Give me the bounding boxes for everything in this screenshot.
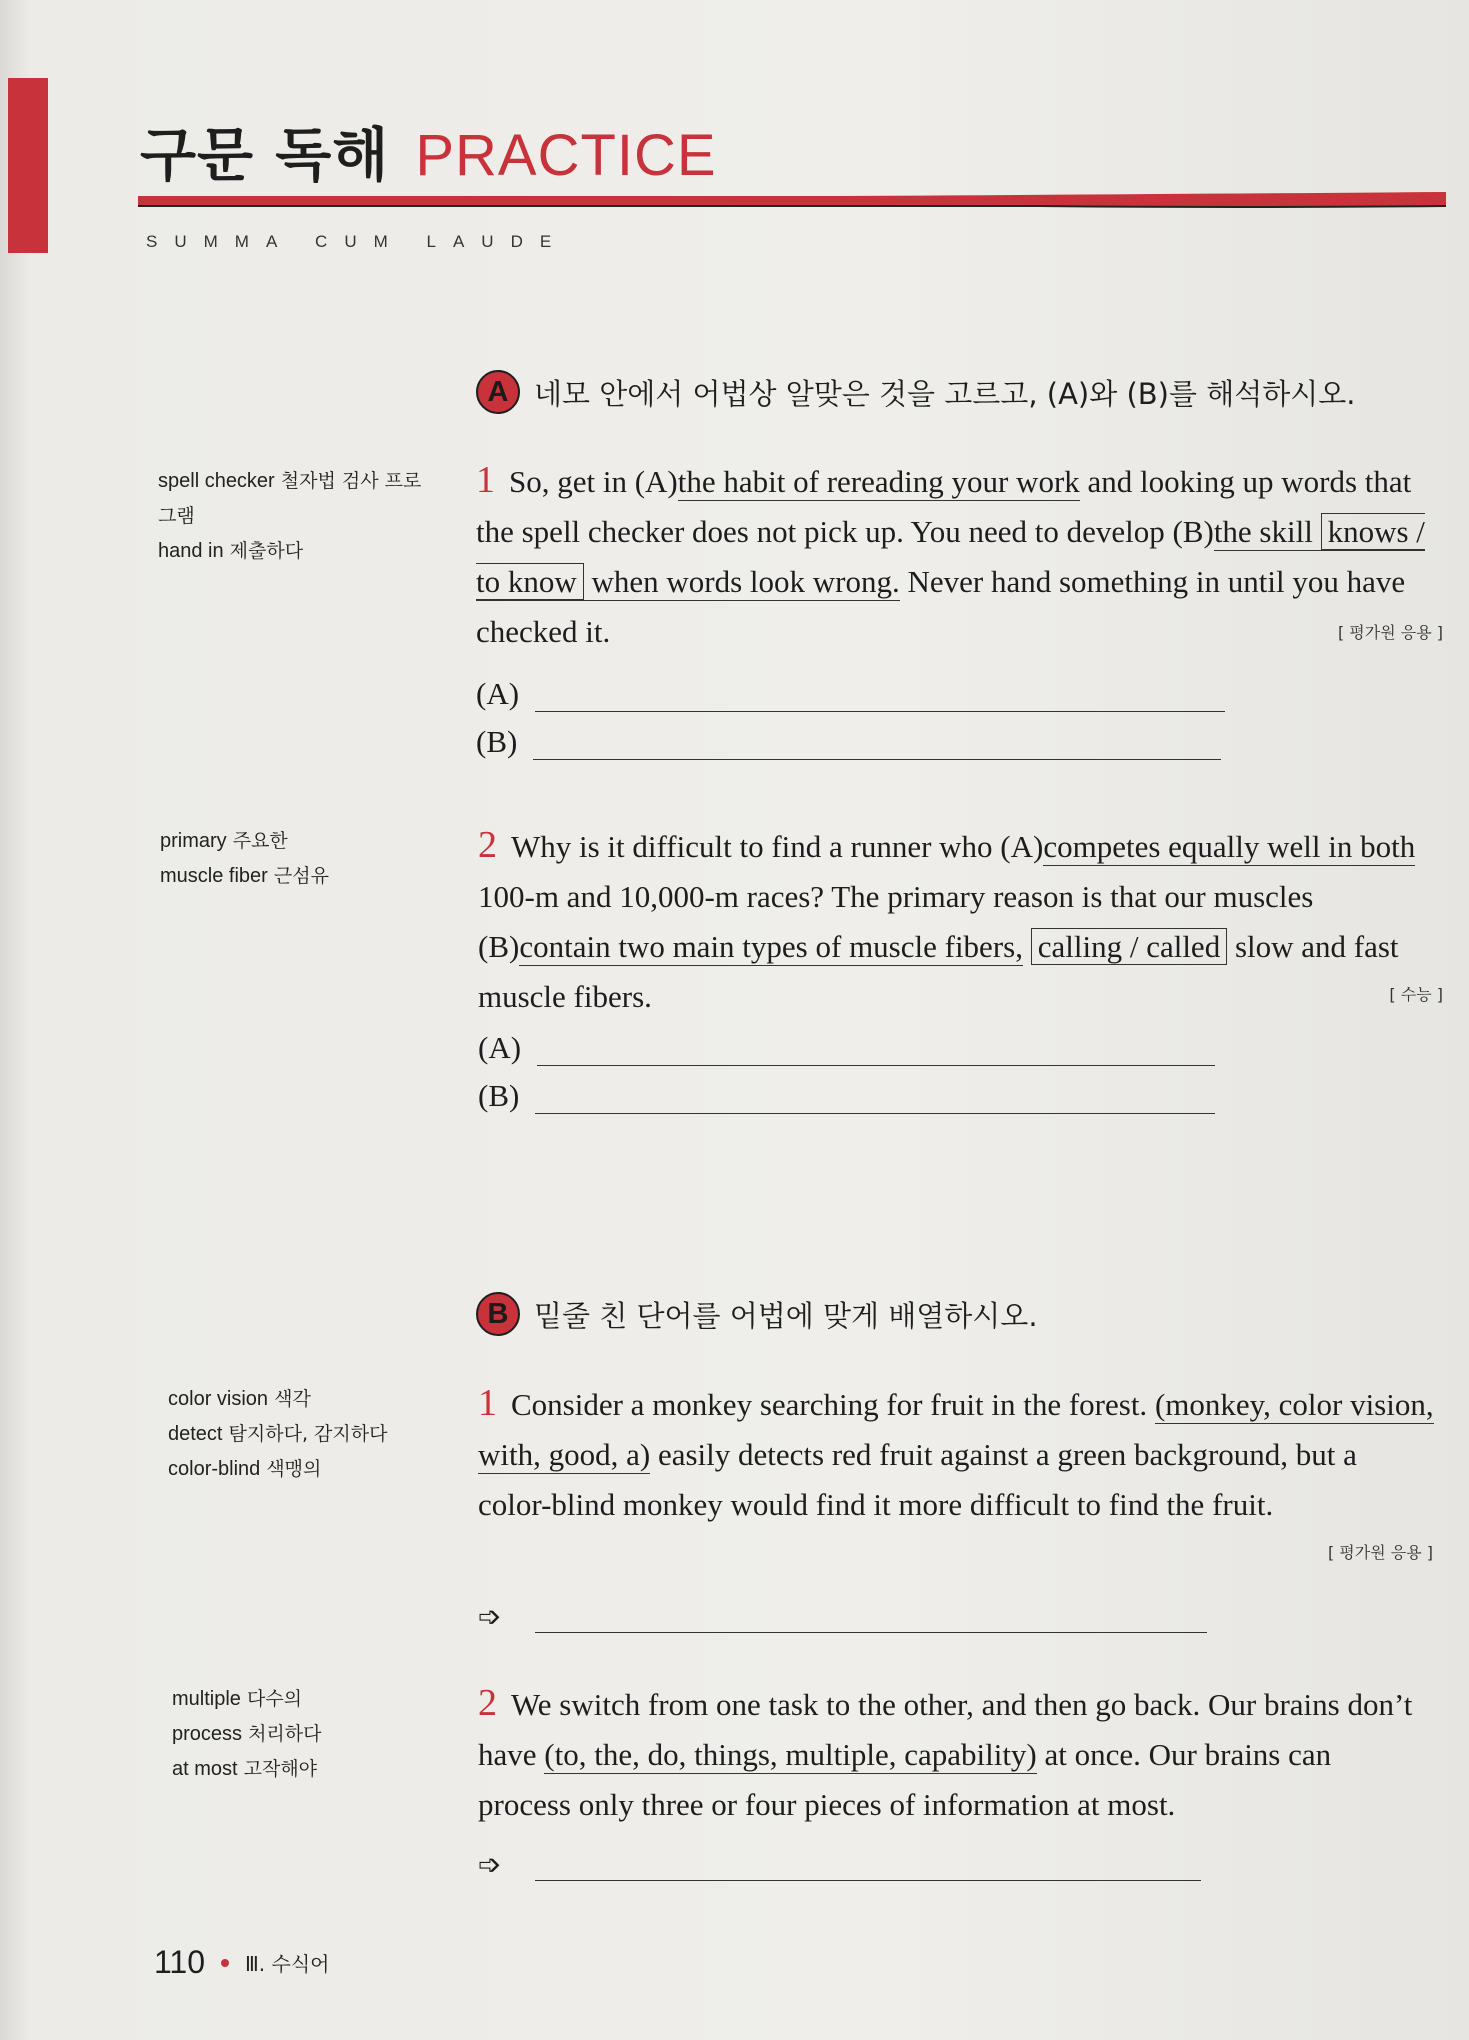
- gloss-entry: spell checker 철자법 검사 프로그램: [158, 470, 422, 527]
- source-tag: [ 평가원 응용 ]: [1327, 1543, 1433, 1562]
- answer-line[interactable]: [478, 1846, 1201, 1881]
- gloss-entry: multiple 다수의: [172, 1688, 303, 1710]
- page-footer: [154, 1944, 329, 1981]
- item-number: 1: [478, 1382, 497, 1424]
- item-number: 2: [478, 824, 497, 866]
- gloss-a2: [160, 824, 430, 894]
- arrow-icon: ➩: [478, 1600, 502, 1633]
- gloss-entry: primary 주요한: [160, 830, 288, 852]
- answer-line-a[interactable]: (A): [478, 1030, 1215, 1066]
- section-b-badge: B: [476, 1292, 520, 1336]
- section-b-instruction: 밑줄 친 단어를 어법에 맞게 배열하시오.: [534, 1298, 1038, 1333]
- series-subtitle: SUMMA CUM LAUDE: [146, 232, 569, 251]
- choice-box: knows / to know: [476, 514, 1425, 599]
- page-title: [140, 108, 717, 188]
- passage-b1: 1 Consider a monkey searching for fruit in the forest. (monkey, color vision, with, good, a) easily detects red fruit against a green background, but a color-blind monkey would find it more difficult to find the fruit.: [478, 1382, 1434, 1522]
- gloss-entry: at most 고작해야: [172, 1758, 318, 1780]
- gloss-a1: [158, 464, 428, 569]
- title-underline-swoosh: [138, 192, 1446, 214]
- title-korean: 구문 독해: [140, 121, 390, 189]
- answer-line-b[interactable]: (B): [478, 1078, 1215, 1114]
- underlined-words: (monkey, color vision, with, good, a): [478, 1387, 1434, 1472]
- chapter-label: Ⅲ. 수식어: [245, 1952, 330, 1976]
- section-b-heading: [476, 1292, 1038, 1336]
- section-a-instruction: 네모 안에서 어법상 알맞은 것을 고르고, (A)와 (B)를 해석하시오.: [534, 376, 1356, 411]
- passage-a2: 2 Why is it difficult to find a runner who (A)competes equally well in both 100-m and 10,000-m races? The primary reason is that our muscles (B)contain two main types of muscle fibers, calling / called slow and fast muscle fibers.: [478, 824, 1416, 1014]
- underlined-phrase-a: competes equally well in both: [1043, 829, 1416, 864]
- gloss-entry: muscle fiber 근섬유: [160, 865, 329, 887]
- underlined-phrase-b: contain two main types of muscle fibers,: [519, 929, 1023, 964]
- gloss-entry: color vision 색각: [168, 1388, 311, 1410]
- passage-b2: 2 We switch from one task to the other, and then go back. Our brains don’t have (to, the, do, things, multiple, capability) at once. Our brains can process only three or four pieces of information at most.: [478, 1682, 1413, 1822]
- page-number: 110: [154, 1944, 206, 1980]
- underlined-words: (to, the, do, things, multiple, capability): [544, 1737, 1037, 1772]
- answer-line-a[interactable]: (A): [476, 676, 1225, 712]
- item-number: 2: [478, 1682, 497, 1724]
- underlined-phrase-a: the habit of rereading your work: [677, 464, 1080, 499]
- gloss-b1: [168, 1382, 438, 1487]
- source-tag: [ 평가원 응용 ]: [1337, 623, 1443, 642]
- source-tag: [ 수능 ]: [1389, 985, 1443, 1004]
- gloss-entry: process 처리하다: [172, 1723, 322, 1745]
- section-a-badge: A: [476, 370, 520, 414]
- gloss-entry: detect 탐지하다, 감지하다: [168, 1423, 388, 1445]
- section-a-heading: [476, 370, 1356, 414]
- underlined-phrase-b: the skill knows / to know when words look wrong.: [476, 514, 1425, 599]
- red-edge-tab: [8, 78, 48, 253]
- gloss-b2: [172, 1682, 442, 1787]
- gloss-entry: color-blind 색맹의: [168, 1458, 322, 1480]
- choice-box: calling / called: [1031, 928, 1227, 965]
- arrow-icon: ➩: [478, 1848, 502, 1881]
- answer-line[interactable]: [478, 1598, 1207, 1633]
- item-number: 1: [476, 459, 495, 501]
- title-english: PRACTICE: [415, 123, 717, 188]
- gloss-entry: hand in 제출하다: [158, 540, 304, 562]
- passage-a1: 1 So, get in (A)the habit of rereading your work and looking up words that the spell checker does not pick up. You need to develop (B)the skill knows / to know when words look wrong. Never hand something in until you have checked it.: [476, 459, 1425, 649]
- footer-dot-icon: [221, 1959, 229, 1967]
- answer-line-b[interactable]: (B): [476, 724, 1221, 760]
